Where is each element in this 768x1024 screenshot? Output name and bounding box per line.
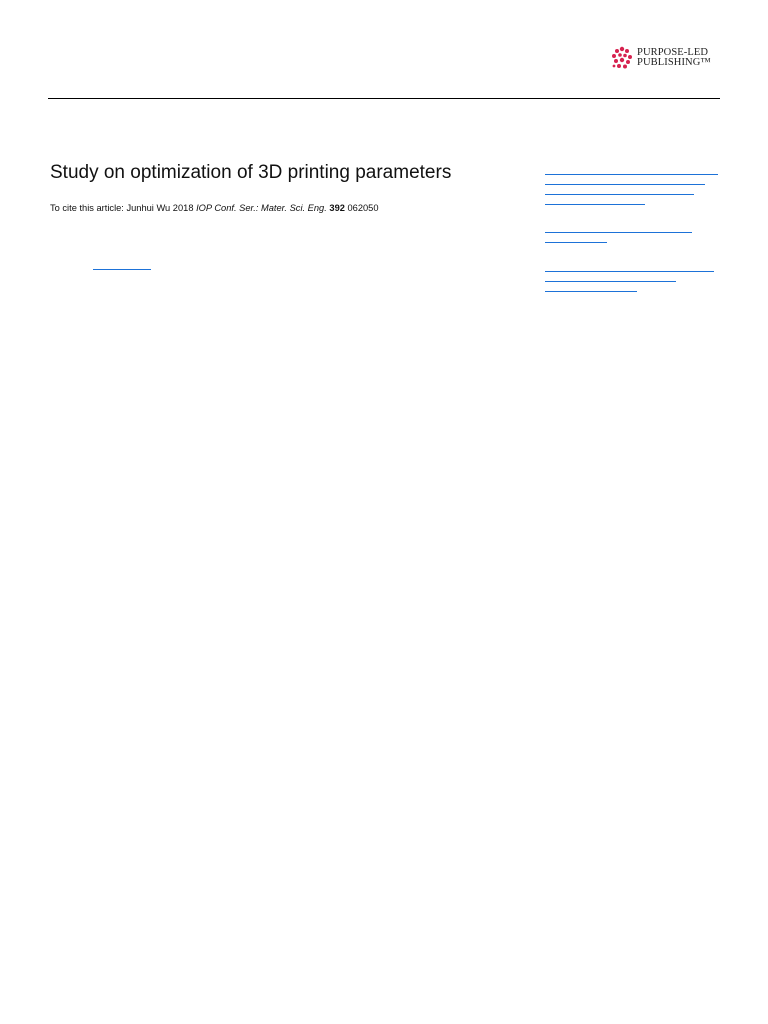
related-content-group-3	[545, 262, 720, 292]
related-link-3[interactable]	[545, 262, 720, 272]
related-link-3-line-3	[545, 291, 637, 292]
related-link-2[interactable]	[545, 223, 720, 233]
related-link-1-cont-3[interactable]	[545, 195, 720, 205]
related-content-group-1	[545, 165, 720, 205]
related-link-3-cont-1[interactable]	[545, 272, 720, 282]
header-divider	[48, 98, 720, 99]
related-link-2-cont-1[interactable]	[545, 233, 720, 243]
related-link-1-cont-1[interactable]	[545, 175, 720, 185]
related-link-1-line-4	[545, 204, 645, 205]
publisher-logo-text	[637, 48, 711, 69]
related-link-1-cont-2[interactable]	[545, 185, 720, 195]
citation-article-number: 062050	[344, 203, 379, 213]
article-title: Study on optimization of 3D printing parameters	[50, 162, 452, 183]
related-link-2-line-2	[545, 242, 607, 243]
publisher-logo-line2: PUBLISHING™	[637, 57, 711, 68]
publisher-logo[interactable]	[611, 45, 723, 71]
citation-volume: 392	[329, 203, 345, 213]
publisher-logo-icon	[611, 46, 633, 70]
related-link-1[interactable]	[545, 165, 720, 175]
related-content-group-2	[545, 223, 720, 243]
view-article-online-link[interactable]	[93, 259, 151, 270]
citation-prefix: To cite this article: Junhui Wu 2018	[50, 203, 197, 213]
related-link-3-cont-2[interactable]	[545, 282, 720, 292]
publisher-logo-line1: PURPOSE-LED	[637, 46, 709, 58]
citation-line	[50, 202, 379, 214]
citation-journal: IOP Conf. Ser.: Mater. Sci. Eng.	[196, 203, 327, 213]
